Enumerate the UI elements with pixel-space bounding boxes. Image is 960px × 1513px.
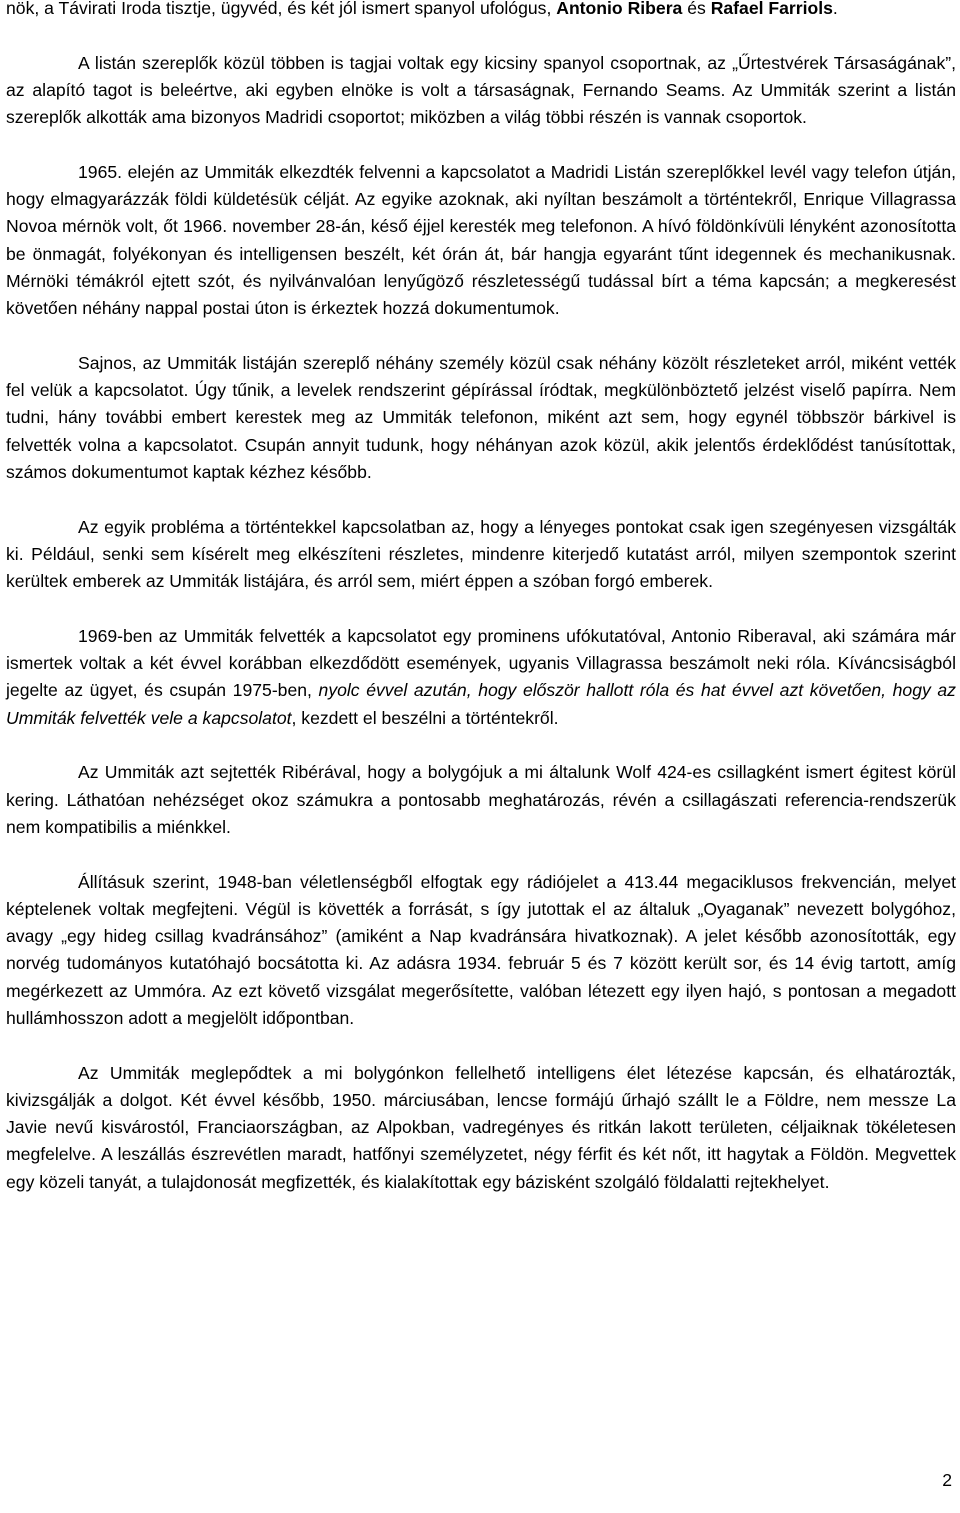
paragraph — [6, 350, 956, 486]
paragraph-text: Az Ummiták azt sejtették Ribérával, hogy a bolygójuk a mi általunk Wolf 424-es csillagként ismert égitest körül kering. Láthatóan nehézséget okoz számukra a pontosabb meghatározás, révén a csillagászati referencia-rendszerük nem kompatibilis a miénkkel. — [6, 762, 956, 837]
paragraph — [6, 869, 956, 1033]
italic-text: nyolc évvel azután, hogy először hallott róla és hat évvel azt követően, hogy az Ummiták felvették vele a kapcsolatot — [6, 680, 956, 728]
paragraph-text: A listán szereplők közül többen is tagjai voltak egy kicsiny spanyol csoportnak, az „Űrtestvérek Társaságának”, az alapító tagot is beleértve, aki egyben elnöke is volt a társaságnak, Fernando Seams. Az Ummiták szerint a listán szereplők alkották ama bizonyos Madridi csoportot; miközben a világ többi részén is vannak csoportok. — [6, 52, 956, 128]
paragraph-text: 1965. elején az Ummiták elkezdték felvenni a kapcsolatot a Madridi Listán szereplőkkel levél vagy telefon útján, hogy elmagyarázzák földi küldetésük célját. Az egyike azoknak, aki nyíltan beszámolt a történtekről, Enrique Villagrassa Novoa mérnök volt, őt 1966. november 28-án, késő éjjel keresték meg telefonon. A hívó földönkívüli lényként azonosította be önmagát, folyékonyan és intelligensen beszélt, két órán át, bár hangja egyaránt tűnt idegennek és mechanikusnak. Mérnöki témákról ejtett szót, és nyilvánvalóan lenyűgöző részletességű tudással bírt a téma kapcsán; a megkeresést követően néhány nappal postai úton is érkeztek hozzá dokumentumok. — [6, 161, 956, 319]
paragraph-text: 1969-ben az Ummiták felvették a kapcsolatot egy prominens ufókutatóval, Antonio Riberaval, aki számára már ismertek voltak a két évvel korábban elkezdődött események, ugyanis Villagrassa beszámolt neki róla. Kíváncsiságból jegelte az ügyet, és csupán 1975-ben, — [6, 625, 956, 701]
paragraph — [6, 623, 956, 732]
paragraph — [6, 0, 956, 22]
paragraph-text: Az Ummiták meglepődtek a mi bolygónkon fellelhető intelligens élet létezése kapcsán, és elhatározták, kivizsgálják a dolgot. Két évvel később, 1950. márciusában, lencse formájú űrhajó szállt le a Földre, nem messze La Javie nevű kisvárostól, Franciaországban, az Alpokban, vadregényes és ritkán lakott területen, céljaiknak tökéletesen megfelelve. A leszállás észrevétlen maradt, hatfőnyi személyzetet, négy férfit és két nőt, itt hagytak a Földön. Megvettek egy közeli tanyát, a tulajdonosát megfizették, és kialakítottak egy bázisként szolgáló földalatti rejtekhelyet. — [6, 1062, 956, 1192]
paragraph-text: . — [832, 0, 838, 18]
paragraph-text: Sajnos, az Ummiták listáján szereplő néhány személy közül csak néhány közölt részleteket arról, miként vették fel velük a kapcsolatot. Úgy tűnik, a levelek rendszerint gépírással íródtak, megkülönböztető jelzést viselő papírra. Nem tudni, hány további embert kerestek meg az Ummiták telefonon, miként azt sem, hogy egynél többször bárkivel is felvették volna a kapcsolatot. Csupán annyit tudunk, hogy néhányan azok közül, akik jelentős érdeklődést tanúsítottak, számos dokumentumot kaptak kézhez később. — [6, 352, 956, 483]
document-page — [6, 0, 956, 1223]
paragraph-text: és — [682, 0, 711, 18]
paragraph — [6, 759, 956, 841]
paragraph-text: , kezdett el beszélni a történtekről. — [291, 707, 559, 728]
page-number: 2 — [942, 1470, 952, 1490]
paragraph — [6, 1060, 956, 1196]
bold-text: Antonio Ribera — [556, 0, 683, 18]
paragraph-text: Az egyik probléma a történtekkel kapcsolatban az, hogy a lényeges pontokat csak igen szegényesen vizsgálták ki. Például, senki sem kísérelt meg elkészíteni részletes, mindenre kiterjedő kutatást arról, milyen szempontok szerint kerültek emberek az Ummiták listájára, és arról sem, miért éppen a szóban forgó emberek. — [6, 516, 956, 592]
paragraph — [6, 514, 956, 596]
paragraph — [6, 50, 956, 132]
paragraph-text: nök, a Távirati Iroda tisztje, ügyvéd, és két jól ismert spanyol ufológus, — [6, 0, 557, 18]
bold-text: Rafael Farriols — [710, 0, 833, 18]
paragraph — [6, 159, 956, 323]
paragraph-text: Állításuk szerint, 1948-ban véletlenségből elfogtak egy rádiójelet a 413.44 megaciklusos frekvencián, melyet képtelenek voltak megfejteni. Végül is követték a forrását, s így jutottak el az általuk „Oyaganak” nevezett bolygóhoz, avagy „egy hideg csillag kvadránsához” (amiként a Nap kvadránsára hivatkoznak). A jelet később azonosították, egy norvég tudományos kutatóhajó bocsátotta ki. Az adásra 1934. február 5 és 7 között került sor, és 14 évig tartott, amíg megérkezett az Ummóra. Az ezt követő vizsgálat megerősítette, valóban létezett egy ilyen hajó, s pontosan a megadott hullámhosszon adott a megjelölt időpontban. — [6, 871, 956, 1028]
